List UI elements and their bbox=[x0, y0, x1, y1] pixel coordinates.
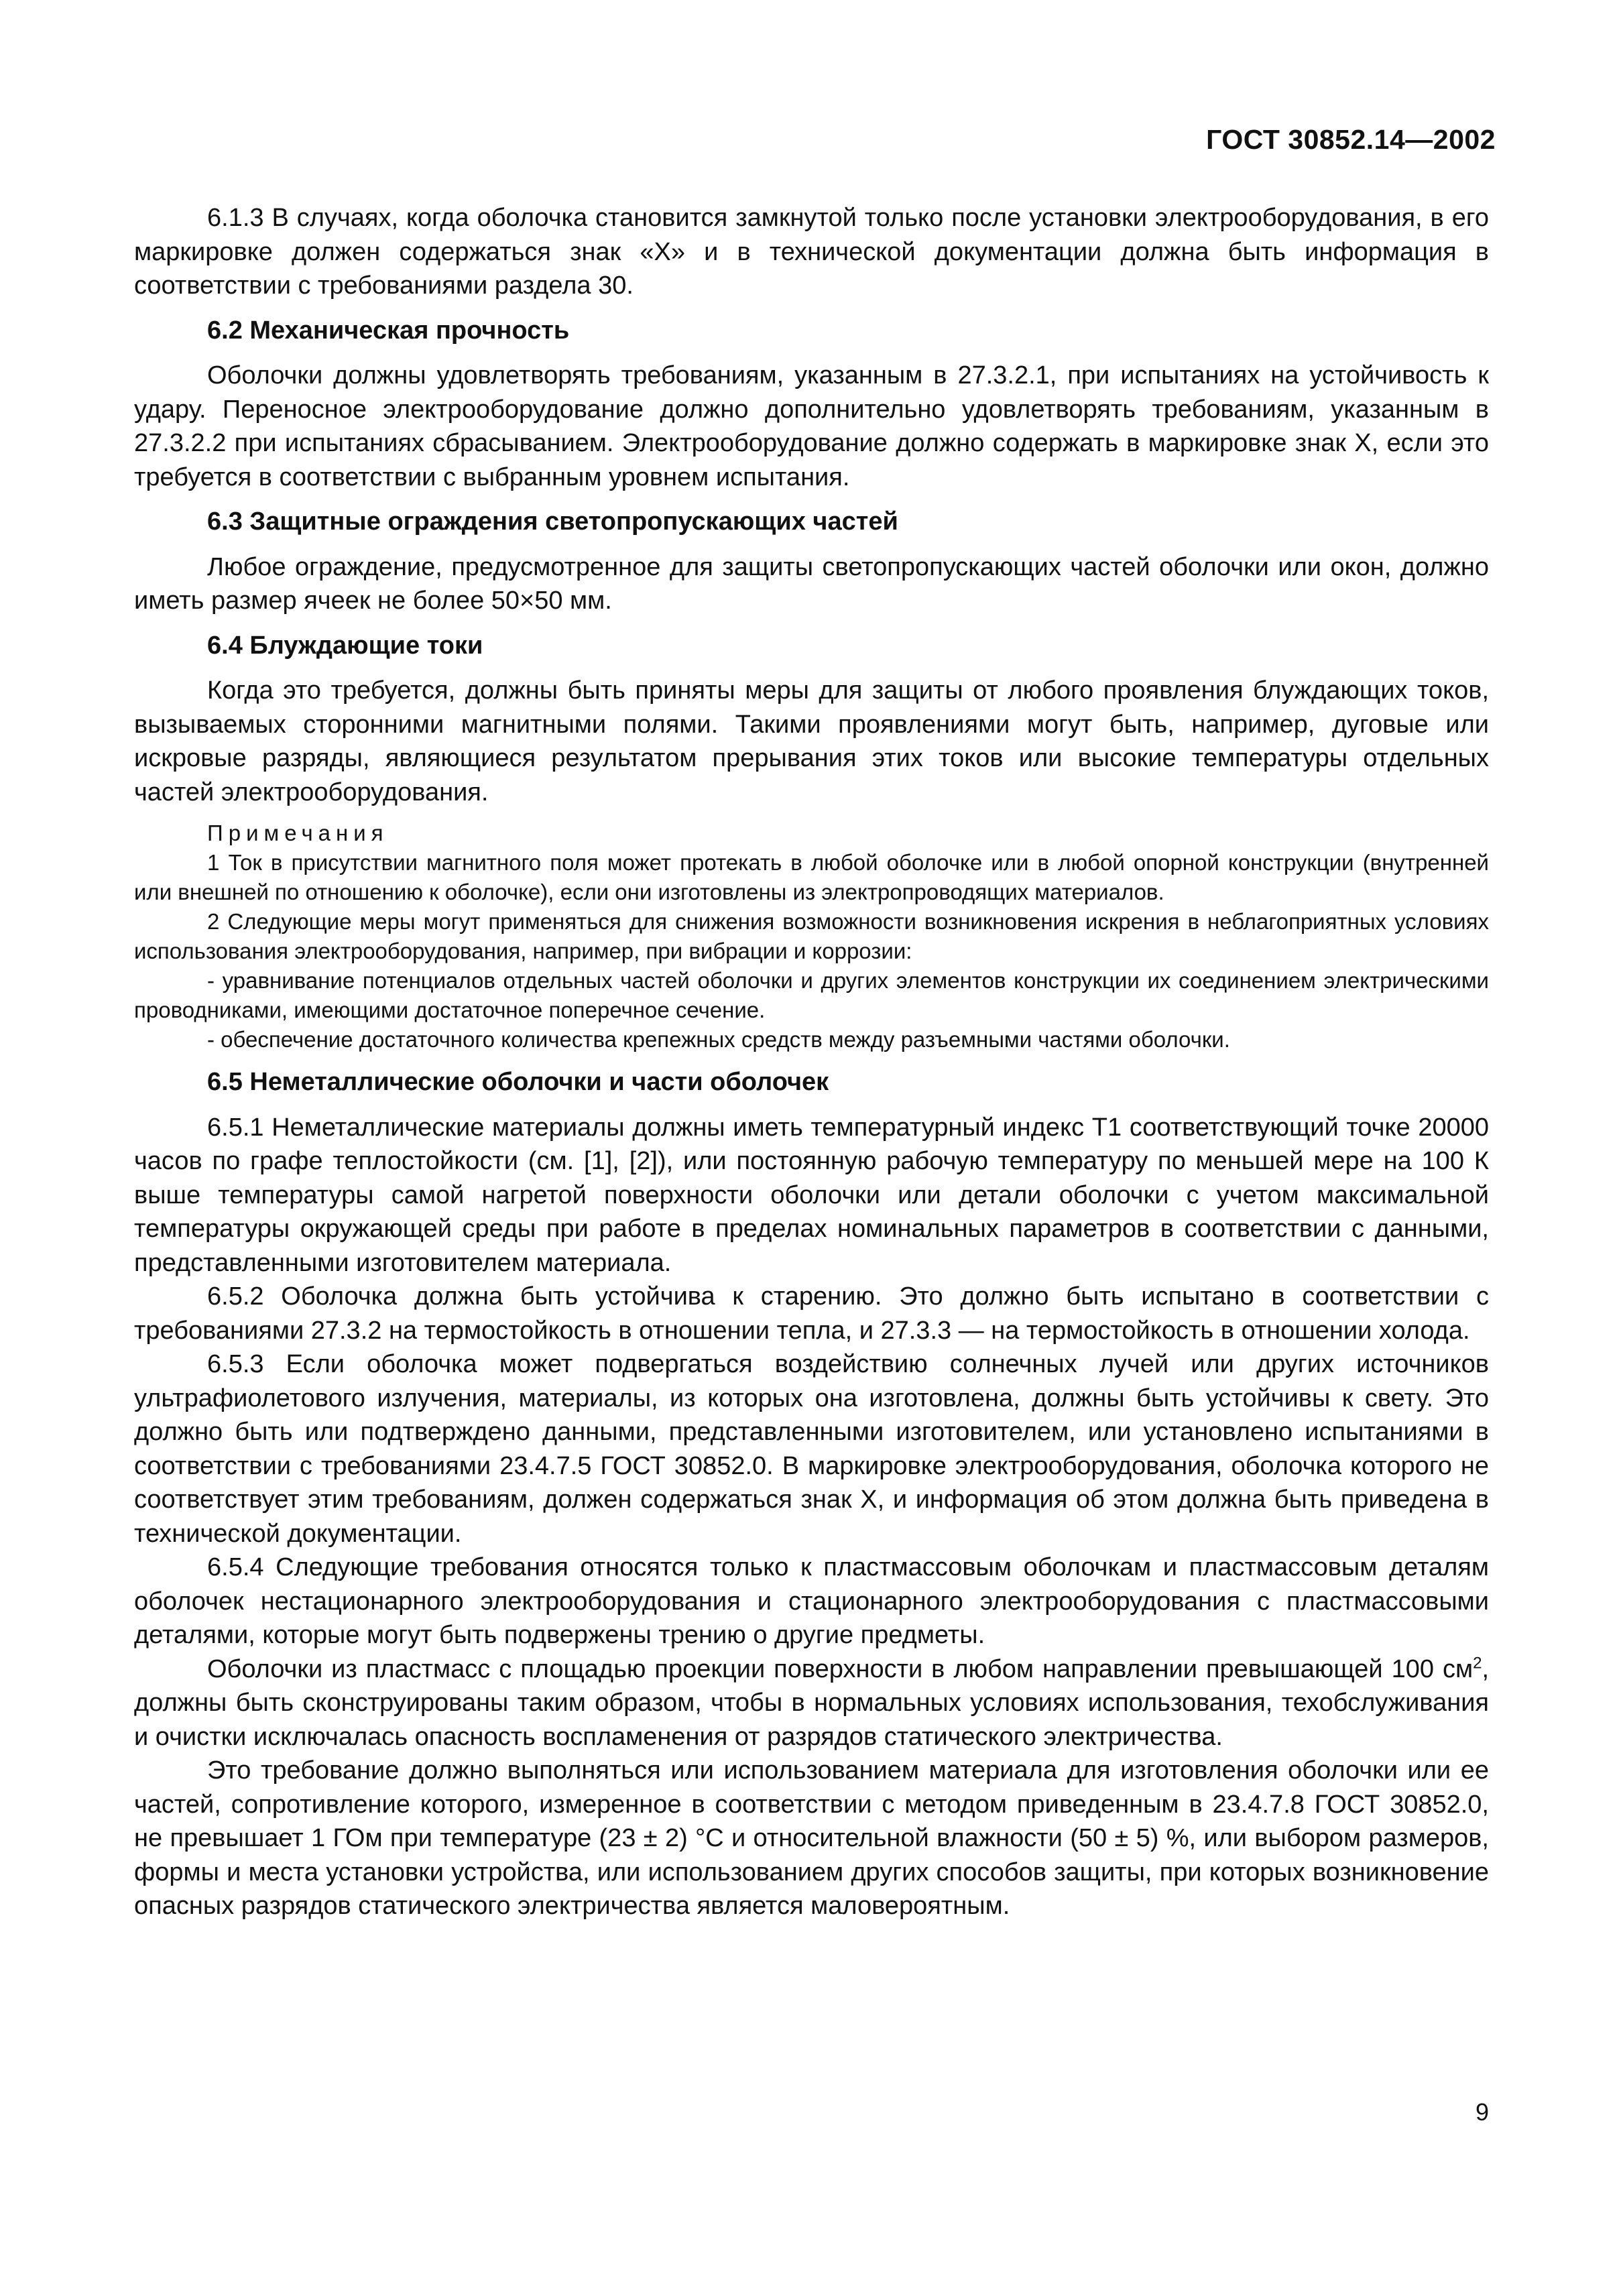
notes-title: Примечания bbox=[207, 821, 389, 845]
paragraph-6-5-1: 6.5.1 Неметаллические материалы должны иметь температурный индекс Т1 соответствующий точке 20000 часов по графе теплостойкости (см. [1], [2]), или постоянную рабочую температуру по меньшей мере на 100 К выше температуры самой нагретой поверхности оболочки или детали оболочки с учетом максимальной температуры окружающей среды при работе в пределах номинальных параметров в соответствии с данными, представленными изготовителем материала. bbox=[134, 1113, 1489, 1277]
paragraph-6-5-4-b bbox=[134, 1652, 1489, 1754]
note-2-item-b: - обеспечение достаточного количества крепежных средств между разъемными частями оболочки. bbox=[207, 1027, 1230, 1052]
notes-block bbox=[134, 819, 1489, 1054]
page-number: 9 bbox=[1475, 2098, 1489, 2126]
paragraph-6-1-3: 6.1.3 В случаях, когда оболочка становится замкнутой только после установки электрооборудования, в его маркировке должен содержаться знак «Х» и в технической документации должна быть информация в соответствии с требованиями раздела 30. bbox=[134, 204, 1489, 300]
paragraph-6-2: Оболочки должны удовлетворять требованиям, указанным в 27.3.2.1, при испытаниях на устойчивость к удару. Переносное электрооборудование должно дополнительно удовлетворять требованиям, указанным в 27.3.2.2 при испытаниях сбрасыванием. Электрооборудование должно содержать в маркировке знак X, если это требуется в соответствии с выбранным уровнем испытания. bbox=[134, 361, 1489, 491]
document-header: ГОСТ 30852.14—2002 bbox=[1206, 124, 1496, 155]
note-1: 1 Ток в присутствии магнитного поля может протекать в любой оболочке или в любой опорной конструкции (внутренней или внешней по отношению к оболочке), если они изготовлены из электропроводящих материалов. bbox=[134, 850, 1489, 904]
paragraph-6-5-4-b-pre: Оболочки из пластмасс с площадью проекции поверхности в любом направлении превышающей 100 см bbox=[207, 1654, 1474, 1683]
paragraph-6-5-2: 6.5.2 Оболочка должна быть устойчива к старению. Это должно быть испытано в соответствии с требованиями 27.3.2 на термостойкость в отношении тепла, и 27.3.3 — на термостойкость в отношении холода. bbox=[134, 1282, 1489, 1345]
paragraph-6-5-4-b-post: , должны быть сконструированы таким образом, чтобы в нормальных условиях использования, техобслуживания и очистки исключалась опасность воспламенения от разрядов статического электричества. bbox=[134, 1654, 1489, 1751]
heading-6-3: 6.3 Защитные ограждения светопропускающих частей bbox=[207, 507, 898, 536]
note-2-item-a: - уравнивание потенциалов отдельных частей оболочки и других элементов конструкции их соединением электрическими проводниками, имеющими достаточное поперечное сечение. bbox=[134, 968, 1489, 1022]
heading-6-2: 6.2 Механическая прочность bbox=[207, 316, 570, 345]
paragraph-6-5-4: 6.5.4 Следующие требования относятся только к пластмассовым оболочкам и пластмассовым деталям оболочек нестационарного электрооборудования и стационарного электрооборудования с пластмассовыми деталями, которые могут быть подвержены трению о другие предметы. bbox=[134, 1553, 1489, 1649]
paragraph-6-3: Любое ограждение, предусмотренное для защиты светопропускающих частей оболочки или окон, должно иметь размер ячеек не более 50×50 мм. bbox=[134, 552, 1489, 615]
heading-6-5: 6.5 Неметаллические оболочки и части оболочек bbox=[207, 1068, 829, 1096]
note-2: 2 Следующие меры могут применяться для снижения возможности возникновения искрения в неблагоприятных условиях использования электрооборудования, например, при вибрации и коррозии: bbox=[134, 909, 1489, 963]
paragraph-6-5-4-c: Это требование должно выполняться или использованием материала для изготовления оболочки или ее частей, сопротивление которого, измеренное в соответствии с методом приведенным в 23.4.7.8 ГОСТ 30852.0, не превышает 1 ГОм при температуре (23 ± 2) °С и относительной влажности (50 ± 5) %, или выбором размеров, формы и места установки устройства, или использованием других способов защиты, при которых возникновение опасных разрядов статического электричества является маловероятным. bbox=[134, 1756, 1489, 1920]
paragraph-6-5-3: 6.5.3 Если оболочка может подвергаться воздействию солнечных лучей или других источников ультрафиолетового излучения, материалы, из которых она изготовлена, должны быть устойчивы к свету. Это должно быть или подтверждено данными, представленными изготовителем, или установлено испытаниями в соответствии с требованиями 23.4.7.5 ГОСТ 30852.0. В маркировке электрооборудования, оболочка которого не соответствует этим требованиям, должен содержаться знак X, и информация об этом должна быть приведена в технической документации. bbox=[134, 1350, 1489, 1548]
document-body bbox=[134, 201, 1489, 1923]
heading-6-4: 6.4 Блуждающие токи bbox=[207, 631, 483, 660]
superscript-2: 2 bbox=[1473, 1653, 1482, 1672]
paragraph-6-4: Когда это требуется, должны быть приняты меры для защиты от любого проявления блуждающих токов, вызываемых сторонними магнитными полями. Такими проявлениями могут быть, например, дуговые или искровые разряды, являющиеся результатом прерывания этих токов или высокие температуры отдельных частей электрооборудования. bbox=[134, 676, 1489, 806]
